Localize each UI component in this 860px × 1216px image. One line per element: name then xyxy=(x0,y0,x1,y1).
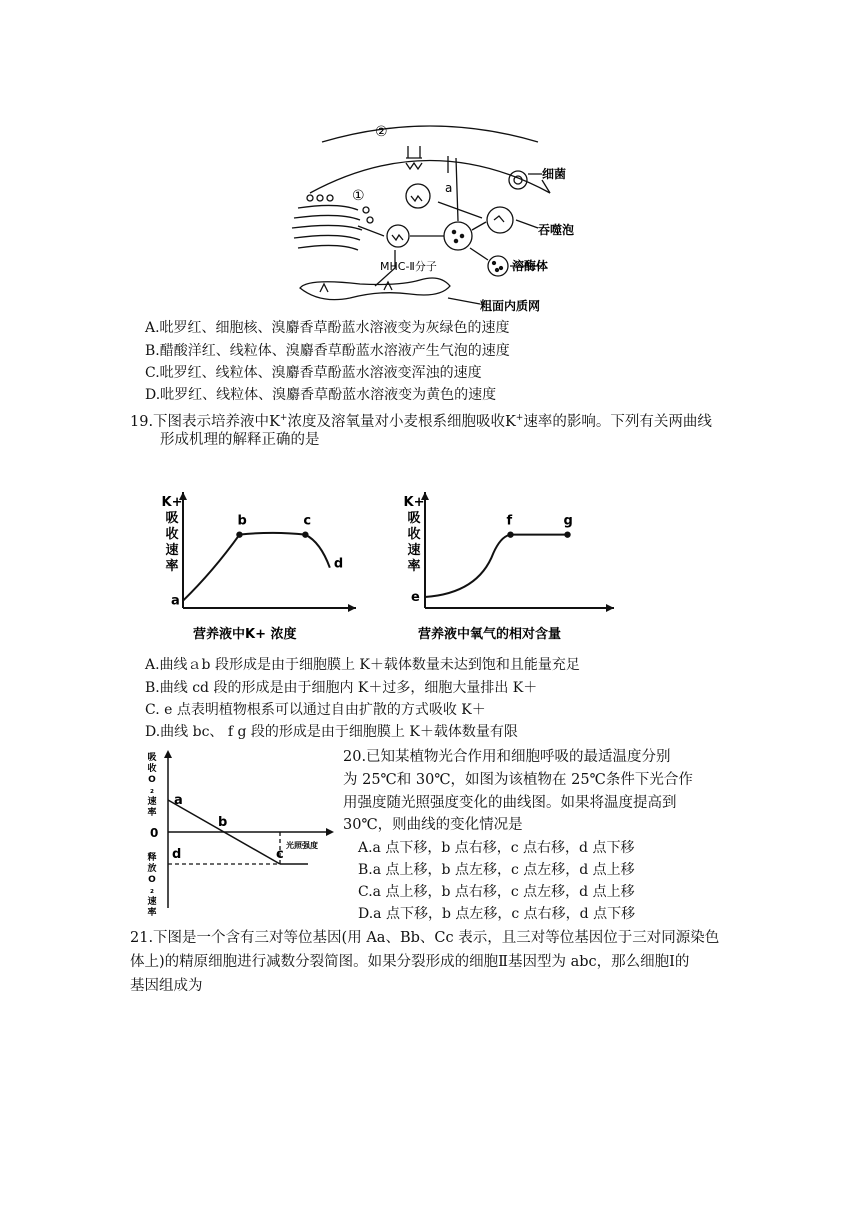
chart3-y-arrow xyxy=(164,750,172,758)
chart3-label-a: a xyxy=(174,793,183,808)
chart1-label-c: c xyxy=(303,513,312,529)
chart3-ylabel-top-char: ₂ xyxy=(150,786,154,796)
chart1-curve xyxy=(183,533,330,601)
label-rer: 粗面内质网 xyxy=(480,299,541,313)
chart1-label-a: a xyxy=(171,593,180,609)
q19-k2: K xyxy=(504,413,516,430)
chart1-x-arrow xyxy=(348,604,356,612)
chart3-ylabel-top-char: 收 xyxy=(147,764,157,774)
q19-option-d: D.曲线 bc、 f g 段的形成是由于细胞膜上 K＋载体数量有限 xyxy=(145,724,518,740)
chart2-x-arrow xyxy=(606,604,614,612)
label-lysosome: 溶酶体 xyxy=(512,259,549,273)
chart1-ylabel-char: 收 xyxy=(165,527,179,542)
q21-line1: 21.下图是一个含有三对等位基因(用 Aa、Bb、Cc 表示，且三对等位基因位于三对同源染色 xyxy=(130,930,720,946)
q19-option-c: C. e 点表明植物根系可以通过自由扩散的方式吸收 K＋ xyxy=(145,702,486,718)
chart1-ylabel-char: 率 xyxy=(165,559,179,574)
chart2-xlabel: 营养液中氧气的相对含量 xyxy=(418,627,562,642)
q19-stem-part2: 浓度及溶氧量对小麦根系细胞吸收 xyxy=(287,413,505,430)
q20-option-a: A.a 点下移，b 点右移，c 点右移，d 点下移 xyxy=(358,840,635,856)
chart2-label-f: f xyxy=(506,513,513,529)
label-mhc: MHC-Ⅱ分子 xyxy=(380,260,437,273)
chart2-label-e: e xyxy=(411,590,420,605)
chart1-ylabel-char: K+ xyxy=(161,495,183,510)
chart2-ylabel-char: K+ xyxy=(403,495,425,510)
chart3-ylabel-top-char: 速 xyxy=(147,797,157,807)
chart3-ylabel-top-char: 吸 xyxy=(147,753,157,763)
chart3-ylabel-bottom-char: O xyxy=(148,875,156,885)
chart3-ylabel-top-char: O xyxy=(148,775,156,785)
chart-k-concentration xyxy=(158,488,358,648)
chart2-curve xyxy=(425,535,568,597)
chart3-label-b: b xyxy=(218,815,228,830)
chart3-xlabel: 光照强度 xyxy=(286,841,318,850)
chart1-label-b: b xyxy=(237,513,247,529)
chart3-ylabel-bottom-char: 放 xyxy=(147,864,157,874)
q20-stem-line1: 20.已知某植物光合作用和细胞呼吸的最适温度分别 xyxy=(343,749,671,765)
chart2-label-g: g xyxy=(563,513,573,529)
q18-option-c: C.吡罗红、线粒体、溴麝香草酚蓝水溶液变浑浊的速度 xyxy=(145,365,482,381)
chart2-point-f xyxy=(507,531,513,537)
q19-stem-part3: 速率的影响。下列有关两曲线 xyxy=(523,413,712,430)
q19-k1: K xyxy=(269,413,280,430)
chart-oxygen-content xyxy=(400,488,620,648)
chart2-ylabel-char: 收 xyxy=(407,527,421,542)
chart-light-intensity xyxy=(140,748,340,918)
q20-stem-line4: 30℃，则曲线的变化情况是 xyxy=(343,817,523,833)
q18-option-b: B.醋酸洋红、线粒体、溴麝香草酚蓝水溶液产生气泡的速度 xyxy=(145,343,510,359)
chart2-ylabel-char: 吸 xyxy=(407,511,421,526)
chart2-ylabel-char: 速 xyxy=(407,543,421,558)
chart3-ylabel-bottom-char: 释 xyxy=(147,853,157,863)
q20-stem-line2: 为 25℃和 30℃，如图为该植物在 25℃条件下光合作 xyxy=(343,772,693,788)
chart3-x-arrow xyxy=(326,828,334,836)
chart1-point-c xyxy=(302,531,308,537)
q20-option-b: B.a 点上移，b 点左移，c 点左移，d 点上移 xyxy=(358,862,635,878)
chart3-label-d: d xyxy=(172,847,182,862)
q19-stem-part1: 19.下图表示培养液中 xyxy=(130,413,270,430)
label-circle2: ② xyxy=(375,124,388,140)
label-a: a xyxy=(445,181,453,195)
q21-line2: 体上)的精原细胞进行减数分裂简图。如果分裂形成的细胞Ⅱ基因型为 abc，那么细胞Ⅰ的 xyxy=(130,954,690,970)
chart1-ylabel-char: 吸 xyxy=(165,511,179,526)
chart2-ylabel-char: 率 xyxy=(407,559,421,574)
q18-option-d: D.吡罗红、线粒体、溴麝香草酚蓝水溶液变为黄色的速度 xyxy=(145,387,497,403)
chart3-ylabel-top-char: 率 xyxy=(147,808,157,818)
chart1-ylabel-char: 速 xyxy=(165,543,179,558)
q19-sup2: + xyxy=(515,413,524,423)
q19-option-b: B.曲线 cd 段的形成是由于细胞内 K＋过多，细胞大量排出 K＋ xyxy=(145,680,538,696)
q20-option-d: D.a 点下移，b 点左移，c 点右移，d 点下移 xyxy=(358,906,636,922)
q19-sup1: + xyxy=(279,413,288,423)
q20-stem-line3: 用强度随光照强度变化的曲线图。如果将温度提高到 xyxy=(343,795,677,811)
cell-diagram xyxy=(280,118,580,323)
chart3-ylabel-bottom-char: 率 xyxy=(147,908,157,918)
q21-line3: 基因组成为 xyxy=(130,978,203,994)
chart1-label-d: d xyxy=(333,556,344,572)
chart3-label-c: c xyxy=(276,847,284,862)
q20-option-c: C.a 点上移，b 点右移，c 点左移，d 点上移 xyxy=(358,884,635,900)
chart3-ylabel-bottom-char: 速 xyxy=(147,897,157,907)
chart1-xlabel: 营养液中K+ 浓度 xyxy=(193,627,297,642)
q18-option-a: A.吡罗红、细胞核、溴麝香草酚蓝水溶液变为灰绿色的速度 xyxy=(145,320,510,336)
chart3-ylabel-bottom-char: ₂ xyxy=(150,886,154,896)
q19-stem-line1 xyxy=(130,408,712,432)
label-circle1: ① xyxy=(352,188,365,204)
chart1-point-b xyxy=(236,531,242,537)
chart2-point-g xyxy=(564,531,570,537)
q19-option-a: A.曲线ａb 段形成是由于细胞膜上 K＋载体数量未达到饱和且能量充足 xyxy=(145,657,580,673)
chart3-zero: 0 xyxy=(150,826,159,840)
label-bacteria: 细菌 xyxy=(542,167,567,181)
label-phagosome: 吞噬泡 xyxy=(538,223,575,237)
q19-stem-line2: 形成机理的解释正确的是 xyxy=(160,432,320,448)
